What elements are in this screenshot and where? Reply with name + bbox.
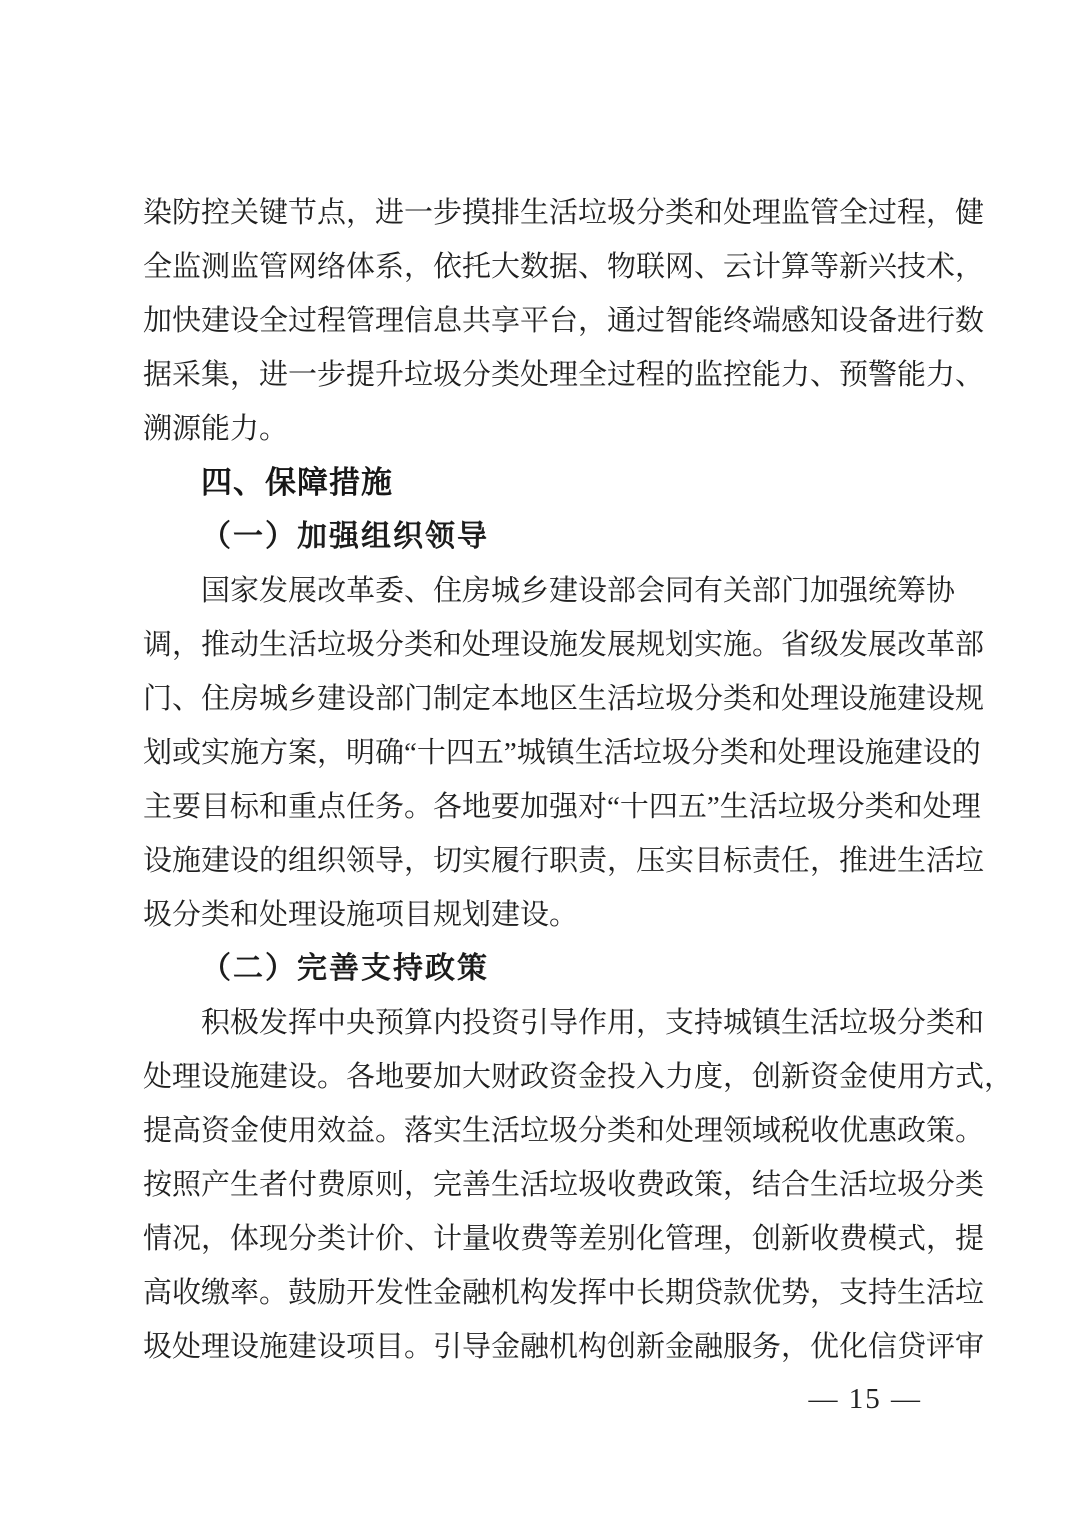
text-line: 门、住房城乡建设部门制定本地区生活垃圾分类和处理设施建设规 (143, 683, 985, 715)
text-line: 调，推动生活垃圾分类和处理设施发展规划实施。省级发展改革部 (143, 629, 985, 661)
text-line: 按照产生者付费原则，完善生活垃圾收费政策，结合生活垃圾分类 (143, 1169, 985, 1201)
section-heading-4: 四、保障措施 (201, 465, 393, 500)
text-line: 据采集，进一步提升垃圾分类处理全过程的监控能力、预警能力、 (143, 359, 985, 391)
paragraph-support-policy (143, 996, 1014, 1374)
paragraph-continuation (143, 186, 985, 456)
text-line: 圾处理设施建设项目。引导金融机构创新金融服务，优化信贷评审 (143, 1331, 985, 1363)
subsection-heading-1: （一）加强组织领导 (201, 520, 489, 553)
paragraph-organization-leadership (143, 564, 985, 942)
text-line: 加快建设全过程管理信息共享平台，通过智能终端感知设备进行数 (143, 305, 985, 337)
text-line: 划或实施方案，明确“十四五”城镇生活垃圾分类和处理设施建设的 (143, 737, 981, 769)
document-body (143, 186, 1014, 1374)
text-line: 染防控关键节点，进一步摸排生活垃圾分类和处理监管全过程，健 (143, 197, 985, 229)
text-line: 主要目标和重点任务。各地要加强对“十四五”生活垃圾分类和处理 (143, 791, 981, 823)
page-number: — 15 — (808, 1383, 922, 1415)
text-line: 情况，体现分类计价、计量收费等差别化管理，创新收费模式，提 (143, 1223, 985, 1255)
text-line: 溯源能力。 (143, 413, 289, 445)
text-line: 国家发展改革委、住房城乡建设部会同有关部门加强统筹协 (201, 575, 956, 607)
text-line: 处理设施建设。各地要加大财政资金投入力度，创新资金使用方式， (143, 1061, 1014, 1093)
text-line: 全监测监管网络体系，依托大数据、物联网、云计算等新兴技术， (143, 251, 985, 283)
text-line: 高收缴率。鼓励开发性金融机构发挥中长期贷款优势，支持生活垃 (143, 1277, 985, 1309)
text-line: 积极发挥中央预算内投资引导作用，支持城镇生活垃圾分类和 (201, 1007, 985, 1039)
text-line: 圾分类和处理设施项目规划建设。 (143, 899, 579, 931)
text-line: 设施建设的组织领导，切实履行职责，压实目标责任，推进生活垃 (143, 845, 985, 877)
subsection-heading-2: （二）完善支持政策 (201, 952, 489, 985)
text-line: 提高资金使用效益。落实生活垃圾分类和处理领域税收优惠政策。 (143, 1115, 985, 1147)
